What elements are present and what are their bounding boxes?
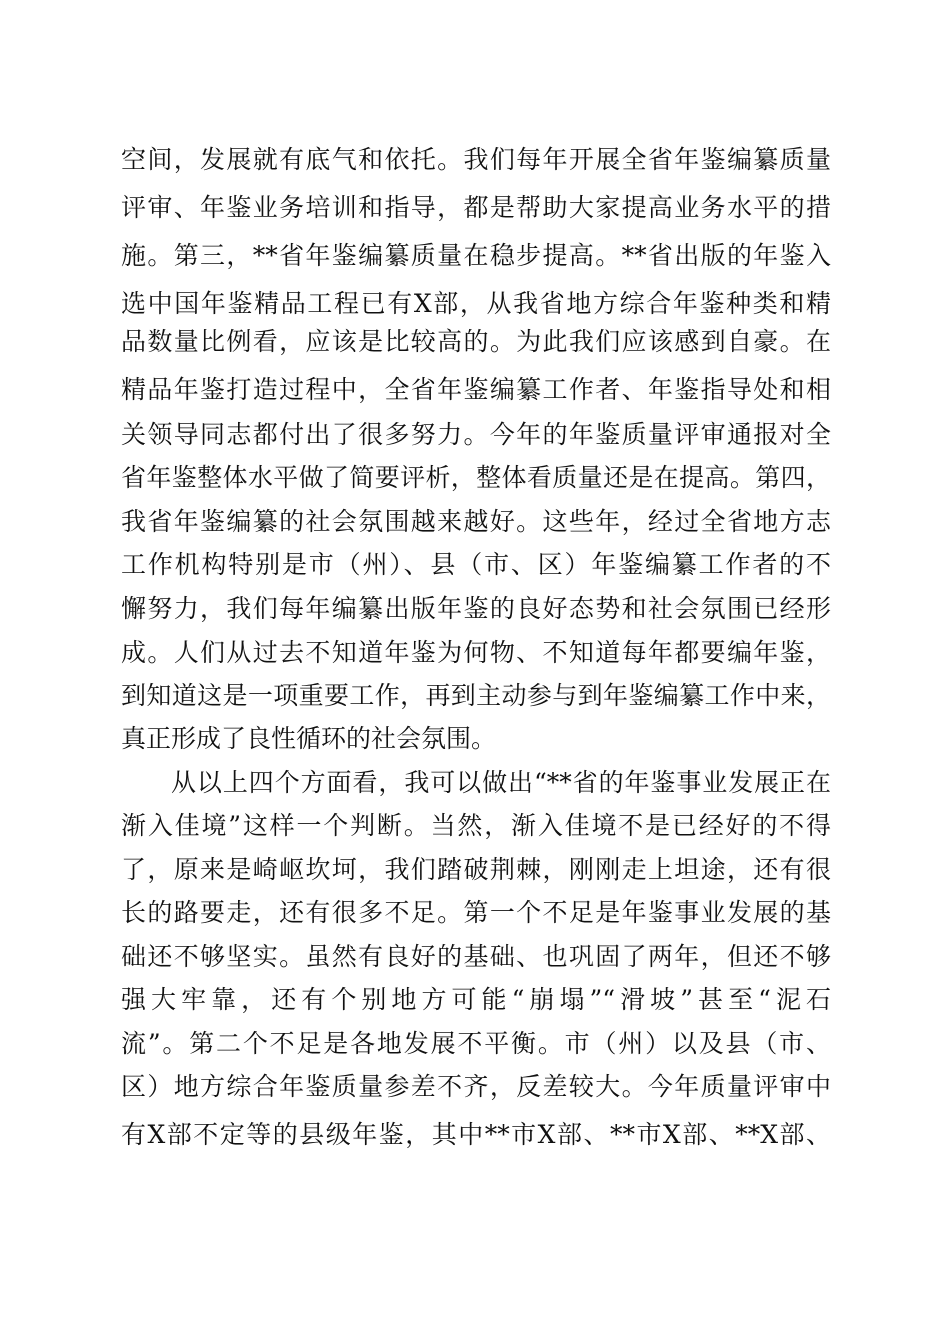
paragraph-1-line-2: 评审、年鉴业务培训和指导，都是帮助大家提高业务水平的措 [121, 193, 831, 222]
paragraph-1-line-10: 工作机构特别是市（州）、县（市、区）年鉴编纂工作者的不 [121, 550, 831, 579]
paragraph-2-line-2: 渐入佳境”这样一个判断。当然，渐入佳境不是已经好的不得 [121, 811, 831, 840]
paragraph-1-line-1: 空间，发展就有底气和依托。我们每年开展全省年鉴编纂质量 [121, 145, 831, 174]
paragraph-2-line-6: 强大牢靠，还有个别地方可能“崩塌”“滑坡”甚至“泥石 [121, 985, 831, 1014]
paragraph-1-line-5: 品数量比例看，应该是比较高的。为此我们应该感到自豪。在 [121, 327, 831, 356]
paragraph-1-line-9: 我省年鉴编纂的社会氛围越来越好。这些年，经过全省地方志 [121, 507, 831, 536]
paragraph-1-line-12: 成。人们从过去不知道年鉴为何物、不知道每年都要编年鉴， [121, 638, 831, 667]
paragraph-1-line-11: 懈努力，我们每年编纂出版年鉴的良好态势和社会氛围已经形 [121, 594, 831, 623]
paragraph-1-line-6: 精品年鉴打造过程中，全省年鉴编纂工作者、年鉴指导处和相 [121, 375, 831, 404]
paragraph-1-line-3: 施。第三，**省年鉴编纂质量在稳步提高。**省出版的年鉴入 [121, 241, 831, 270]
paragraph-2-line-3: 了，原来是崎岖坎坷，我们踏破荆棘，刚刚走上坦途，还有很 [121, 855, 831, 884]
paragraph-2-line-9: 有X部不定等的县级年鉴，其中**市X部、**市X部、**X部、 [121, 1120, 831, 1149]
paragraph-2-line-4: 长的路要走，还有很多不足。第一个不足是年鉴事业发展的基 [121, 898, 831, 927]
paragraph-2-line-7: 流”。第二个不足是各地发展不平衡。市（州）以及县（市、 [121, 1029, 831, 1058]
paragraph-1-line-14: 真正形成了良性循环的社会氛围。 [121, 724, 497, 753]
paragraph-1-line-8: 省年鉴整体水平做了简要评析，整体看质量还是在提高。第四， [121, 463, 831, 492]
paragraph-1-line-4: 选中国年鉴精品工程已有X部，从我省地方综合年鉴种类和精 [121, 289, 831, 318]
paragraph-1-line-13: 到知道这是一项重要工作，再到主动参与到年鉴编纂工作中来， [121, 681, 831, 710]
paragraph-2-line-1: 从以上四个方面看，我可以做出“**省的年鉴事业发展正在 [171, 768, 831, 797]
paragraph-2-line-5: 础还不够坚实。虽然有良好的基础、也巩固了两年，但还不够 [121, 942, 831, 971]
paragraph-1-line-7: 关领导同志都付出了很多努力。今年的年鉴质量评审通报对全 [121, 420, 831, 449]
paragraph-2-line-8: 区）地方综合年鉴质量参差不齐，反差较大。今年质量评审中 [121, 1072, 831, 1101]
